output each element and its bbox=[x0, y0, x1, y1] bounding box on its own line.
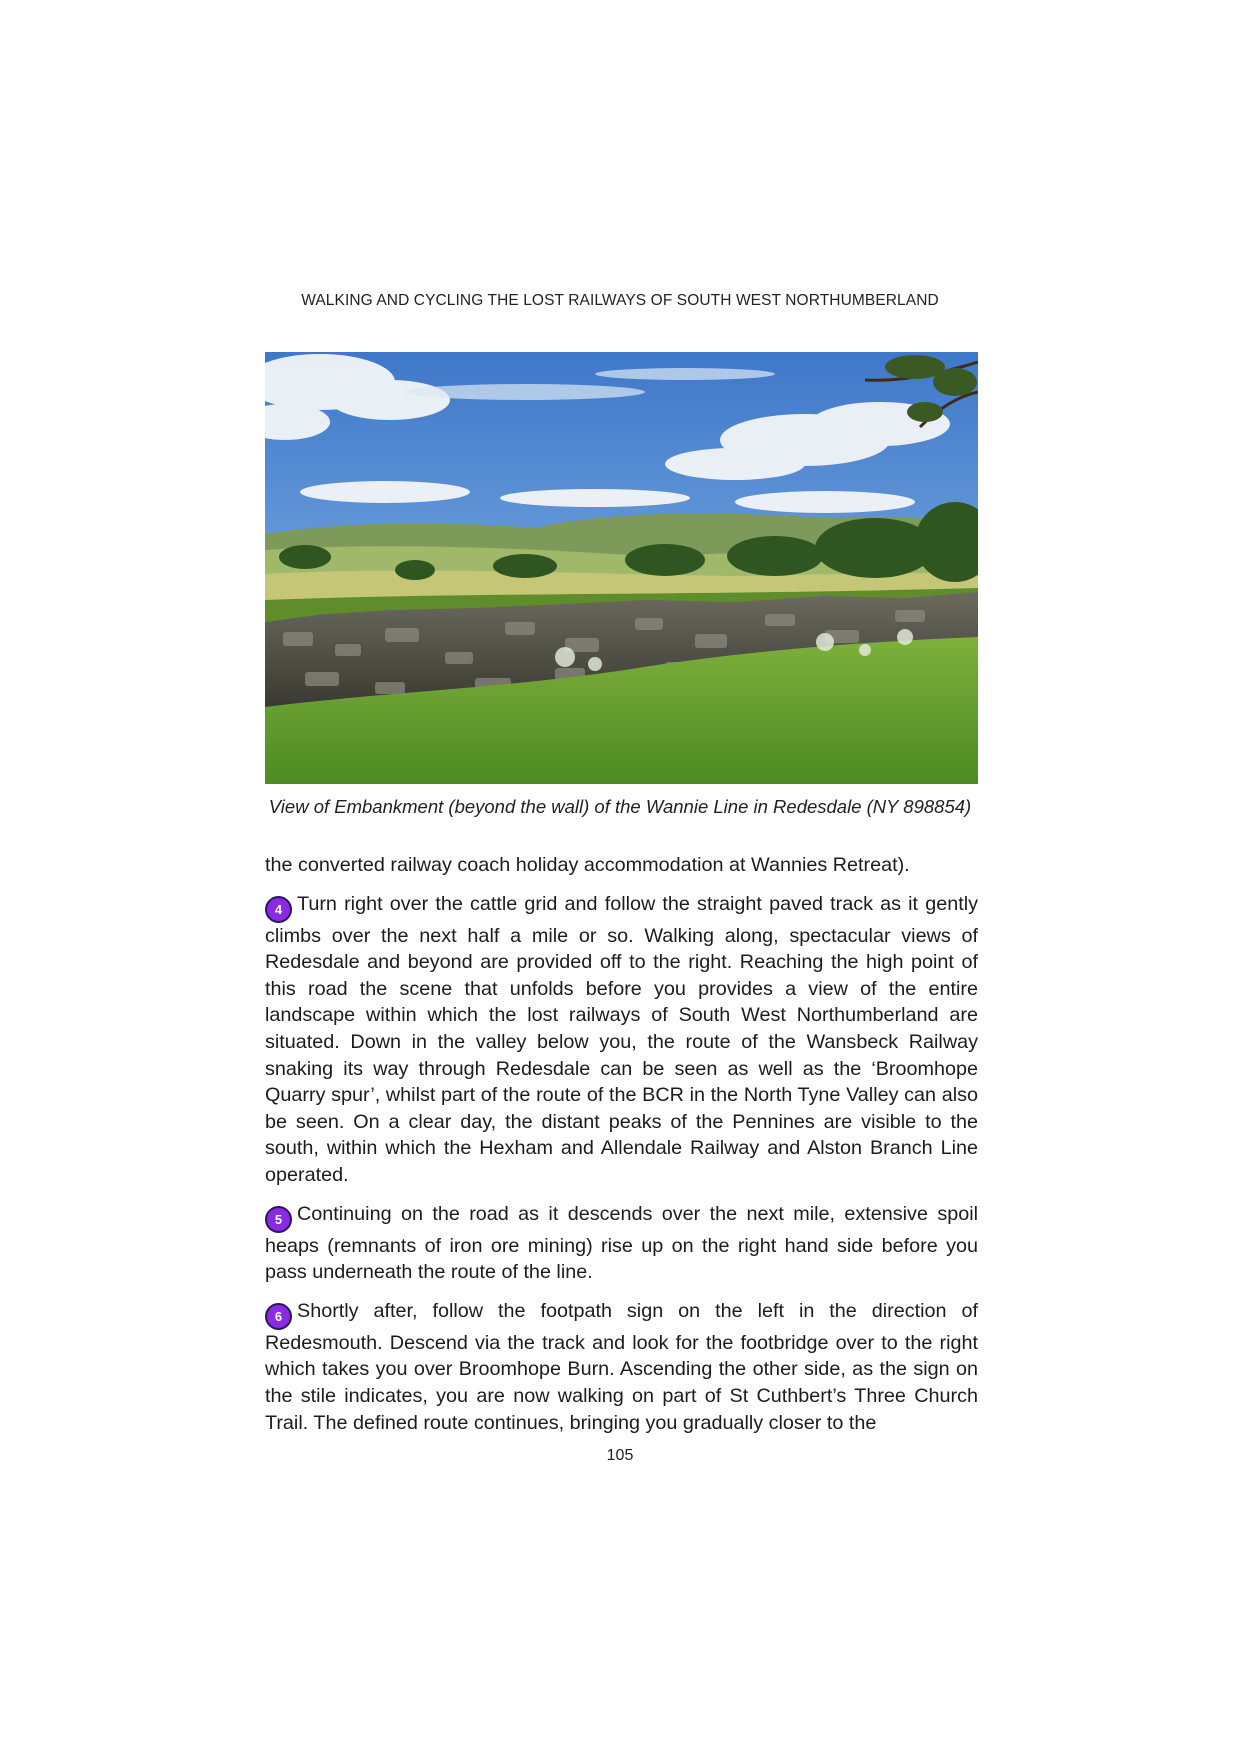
continuation-paragraph: the converted railway coach holiday accommodation at Wannies Retreat). bbox=[265, 854, 910, 876]
step-paragraph-6 bbox=[265, 1298, 978, 1436]
step-marker-4-icon: 4 bbox=[265, 896, 292, 923]
step-marker-6-icon: 6 bbox=[265, 1303, 292, 1330]
step-paragraph-5 bbox=[265, 1201, 978, 1286]
body-text bbox=[265, 852, 978, 1448]
step-marker-5-icon: 5 bbox=[265, 1206, 292, 1233]
step-paragraph-4 bbox=[265, 891, 978, 1189]
running-header: WALKING AND CYCLING THE LOST RAILWAYS OF SOUTH WEST NORTHUMBERLAND bbox=[301, 292, 939, 309]
figure-caption: View of Embankment (beyond the wall) of the Wannie Line in Redesdale (NY 898854) bbox=[268, 796, 972, 817]
step-text-5: Continuing on the road as it descends over the next mile, extensive spoil heaps (remnants of iron ore mining) rise up on the right hand side before you pass underneath the route of the line. bbox=[265, 1202, 978, 1284]
step-text-4: Turn right over the cattle grid and follow the straight paved track as it gently climbs over the next half a mile or so. Walking along, spectacular views of Redesdale and beyond are provided off to the right. Reaching the high point of this road the scene that unfolds before you provides a view of the entire landscape within which the lost railways of South West Northumberland are situated. Down in the valley below you, the route of the Wansbeck Railway snaking its way through Redesdale can be seen as well as the ‘Broomhope Quarry spur’, whilst part of the route of the BCR in the North Tyne Valley can also be seen. On a clear day, the distant peaks of the Pennines are visible to the south, within which the Hexham and Allendale Railway and Alston Branch Line operated. bbox=[265, 892, 978, 1186]
landscape-photo bbox=[265, 352, 978, 784]
step-text-6: Shortly after, follow the footpath sign on the left in the direction of Redesmouth. Descend via the track and look for the footbridge over to the right which takes you over Broomhope Burn. Ascending the other side, as the sign on the stile indicates, you are now walking on part of St Cuthbert’s Three Church Trail. The defined route continues, bringing you gradually closer to the bbox=[265, 1299, 978, 1434]
page-number: 105 bbox=[606, 1447, 634, 1464]
